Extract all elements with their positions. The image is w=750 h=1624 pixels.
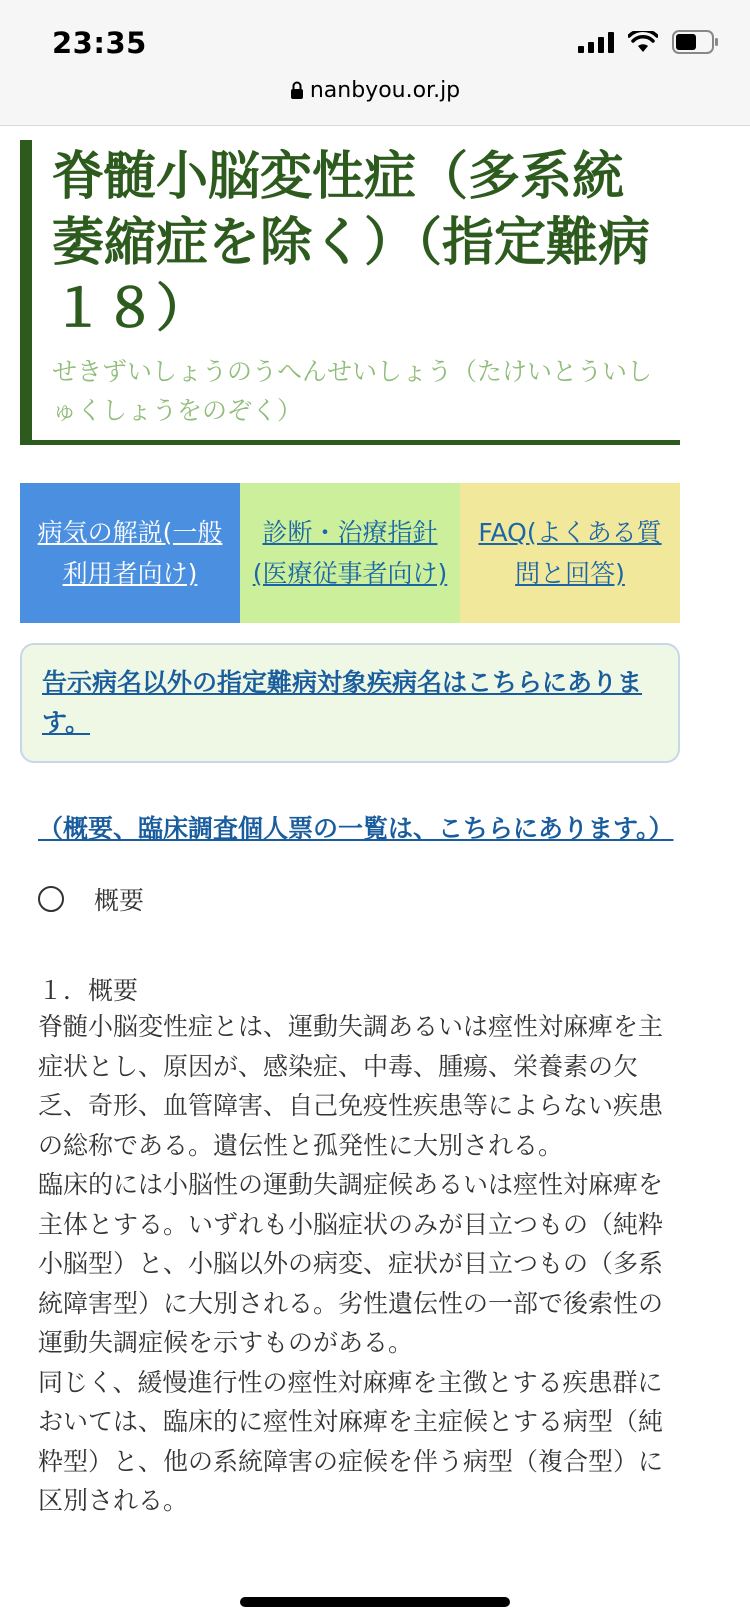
- paragraph: 脊髄小脳変性症とは、運動失調あるいは痙性対麻痺を主症状とし、原因が、感染症、中毒、腫瘍、栄養素の欠乏、奇形、血管障害、自己免疫性疾患等によらない疾患の総称である。遺伝性と孤発性に大別される。: [38, 1012, 664, 1160]
- designated-disease-notice-link[interactable]: 告示病名以外の指定難病対象疾病名はこちらにあります。: [20, 643, 680, 763]
- status-time: 23:35: [52, 26, 147, 60]
- subheading: １．概要: [38, 976, 139, 1005]
- cellular-signal-icon: [578, 31, 614, 53]
- title-block: [20, 140, 680, 445]
- lock-icon: [290, 81, 304, 99]
- tab-disease-explanation[interactable]: 病気の解説(一般利用者向け): [20, 483, 240, 623]
- paragraph: 臨床的には小脳性の運動失調症候あるいは痙性対麻痺を主体とする。いずれも小脳症状のみが目立つもの（純粋小脳型）と、小脳以外の病変、症状が目立つもの（多系統障害型）に大別される。劣性遺伝性の一部で後索性の運動失調症候を示すものがある。: [38, 1170, 664, 1357]
- address-bar[interactable]: [0, 78, 750, 103]
- circle-bullet-icon: [38, 886, 64, 912]
- title-reading: せきずいしょうのうへんせいしょう（たけいとういしゅくしょうをのぞく）: [52, 357, 653, 425]
- status-bar: [0, 0, 750, 126]
- wifi-icon: [628, 31, 658, 53]
- nav-tabs: [20, 483, 680, 623]
- tab-diagnosis-guideline[interactable]: 診断・治療指針(医療従事者向け): [240, 483, 460, 623]
- section-heading-text: 概要: [94, 886, 145, 915]
- home-indicator[interactable]: [240, 1597, 510, 1607]
- overview-list-link[interactable]: （概要、臨床調査個人票の一覧は、こちらにあります。）: [38, 814, 674, 843]
- paragraph: 同じく、緩慢進行性の痙性対麻痺を主徴とする疾患群においては、臨床的に痙性対麻痺を主症候とする病型（純粋型）と、他の系統障害の症候を伴う病型（複合型）に区別される。: [38, 1367, 664, 1515]
- battery-icon: [672, 30, 720, 54]
- main-content: [20, 140, 680, 1521]
- url-text: nanbyou.or.jp: [309, 78, 461, 103]
- page-title: 脊髄小脳変性症（多系統萎縮症を除く）（指定難病１８）: [52, 147, 651, 339]
- status-icons: [578, 30, 720, 54]
- tab-faq[interactable]: FAQ(よくある質問と回答): [460, 483, 680, 623]
- section-heading: [20, 881, 680, 917]
